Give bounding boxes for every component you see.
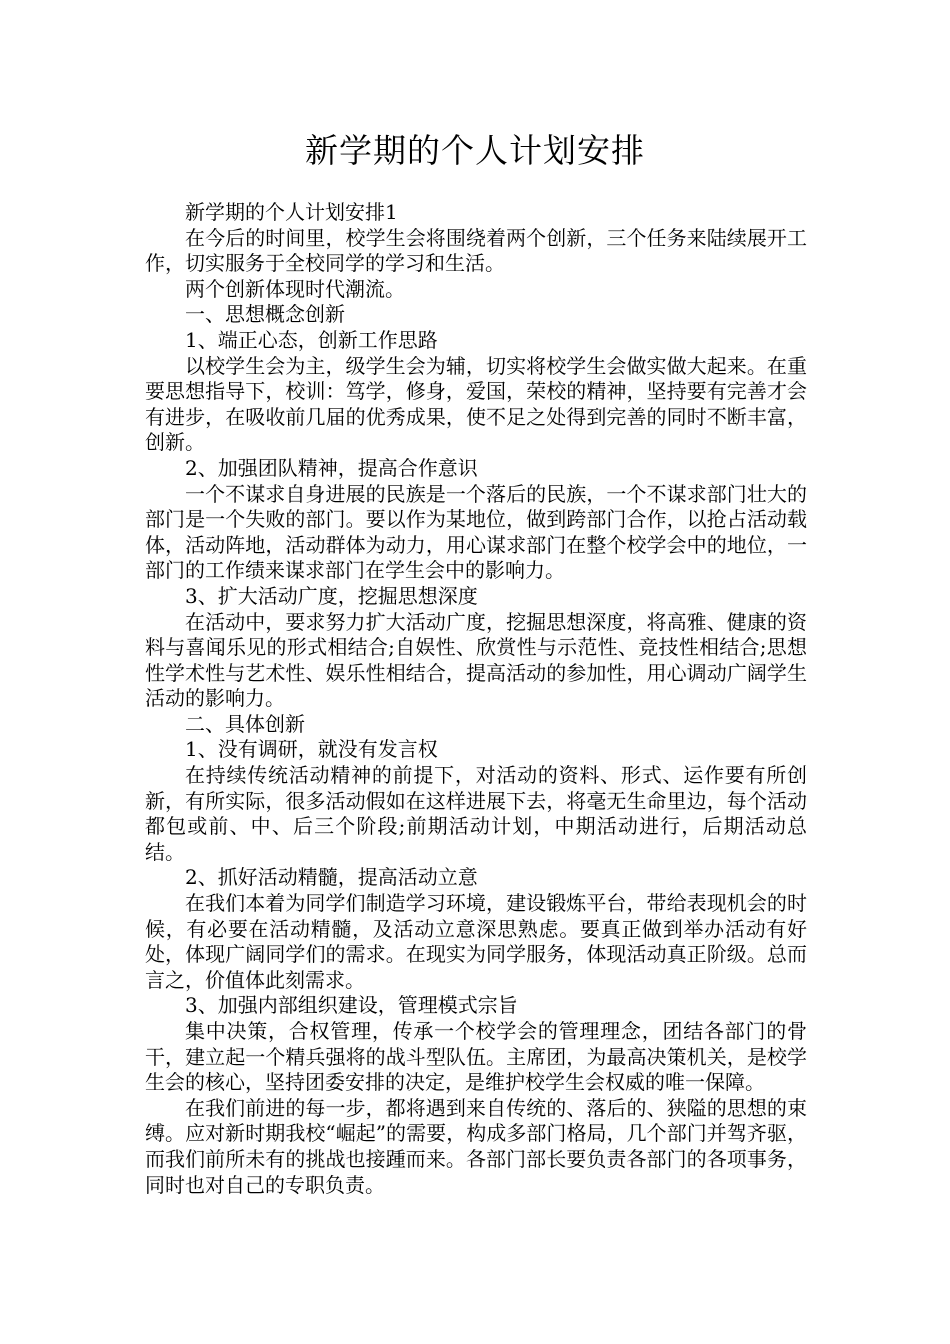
subsection-heading: 1、没有调研，就没有发言权	[185, 737, 438, 762]
paragraph: 新学期的个人计划安排1	[185, 200, 398, 224]
subsection-heading: 2、抓好活动精髓，提高活动立意	[185, 865, 478, 890]
paragraph: 一个不谋求自身进展的民族是一个落后的民族，一个不谋求部门壮大的部门是一个失败的部门。要以作为某地位，做到跨部门合作，以抢占活动载体，活动阵地，活动群体为动力，用心谋求部门在整个校学会中的地位，一部门的工作绩来谋求部门在学生会中的影响力。	[145, 481, 807, 583]
paragraph: 两个创新体现时代潮流。	[185, 276, 405, 301]
paragraph: 在今后的时间里，校学生会将围绕着两个创新，三个任务来陆续展开工作，切实服务于全校同学的学习和生活。	[145, 225, 807, 276]
paragraph: 集中决策，合权管理，传承一个校学会的管理理念，团结各部门的骨干，建立起一个精兵强将的战斗型队伍。主席团，为最高决策机关，是校学生会的核心，坚持团委安排的决定，是维护校学生会权威的唯一保障。	[145, 1019, 807, 1095]
paragraph: 在我们本着为同学们制造学习环境，建设锻炼平台，带给表现机会的时候，有必要在活动精髓，及活动立意深思熟虑。要真正做到举办活动有好处，体现广阔同学们的需求。在现实为同学服务，体现活动真正阶级。总而言之，价值体此刻需求。	[145, 891, 807, 992]
section-heading: 一、思想概念创新	[185, 302, 345, 327]
paragraph: 在持续传统活动精神的前提下，对活动的资料、形式、运作要有所创新，有所实际，很多活动假如在这样进展下去，将毫无生命里边，每个活动都包或前、中、后三个阶段;前期活动计划，中期活动进行，后期活动总结。	[145, 763, 807, 864]
subsection-heading: 3、扩大活动广度，挖掘思想深度	[185, 583, 478, 608]
subsection-heading: 1、端正心态，创新工作思路	[185, 327, 438, 352]
document-body	[145, 200, 807, 1198]
subsection-heading: 2、加强团队精神，提高合作意识	[185, 455, 478, 480]
document-title: 新学期的个人计划安排	[305, 131, 645, 170]
paragraph: 在我们前进的每一步，都将遇到来自传统的、落后的、狭隘的思想的束缚。应对新时期我校“崛起”的需要，构成多部门格局，几个部门并驾齐驱，而我们前所未有的挑战也接踵而来。各部门部长要负责各部门的各项事务，同时也对自己的专职负责。	[145, 1095, 807, 1197]
paragraph: 以校学生会为主，级学生会为辅，切实将校学生会做实做大起来。在重要思想指导下，校训：笃学，修身，爱国，荣校的精神，坚持要有完善才会有进步，在吸收前几届的优秀成果，使不足之处得到完善的同时不断丰富，创新。	[145, 353, 807, 455]
paragraph: 在活动中，要求努力扩大活动广度，挖掘思想深度，将高雅、健康的资料与喜闻乐见的形式相结合;自娱性、欣赏性与示范性、竞技性相结合;思想性学术性与艺术性、娱乐性相结合，提高活动的参加性，用心调动广阔学生活动的影响力。	[145, 609, 807, 711]
subsection-heading: 3、加强内部组织建设，管理模式宗旨	[185, 993, 518, 1018]
section-heading: 二、具体创新	[185, 711, 305, 736]
